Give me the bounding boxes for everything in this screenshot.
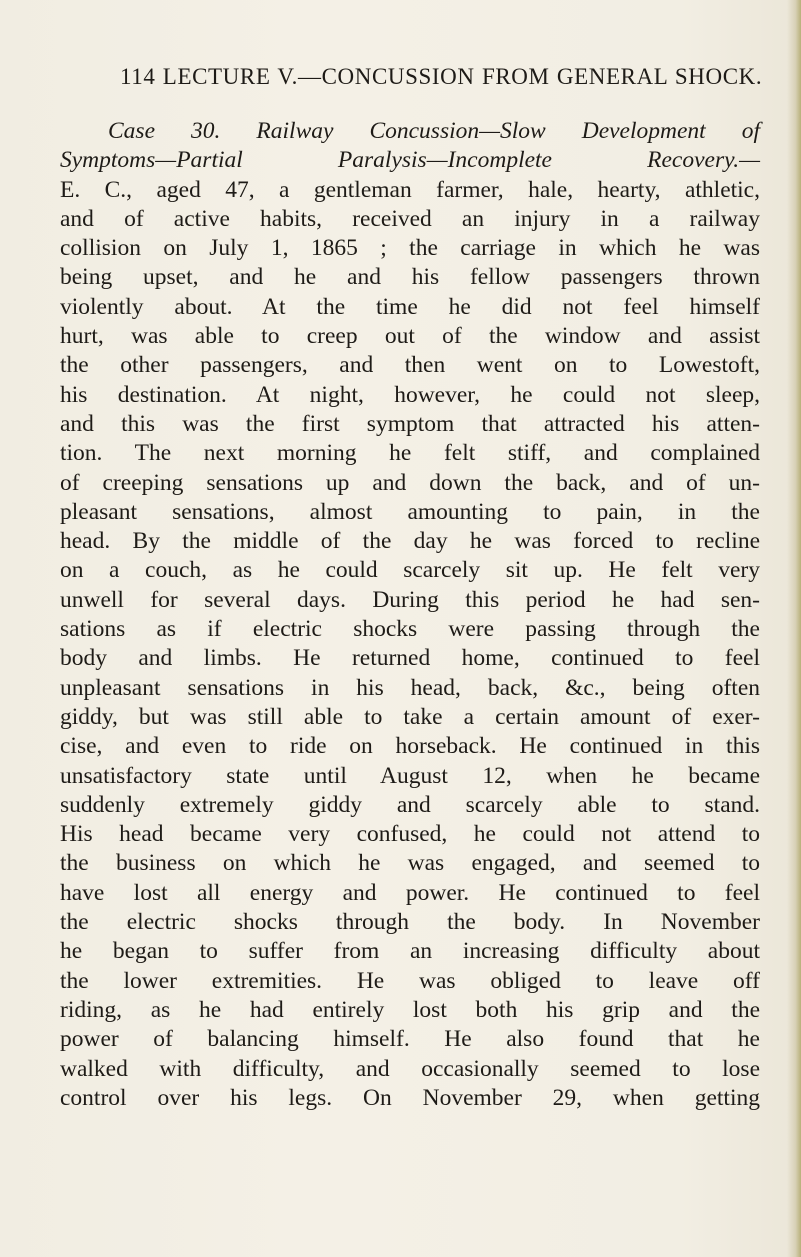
text-line: E. C., aged 47, a gentleman farmer, hale, hearty, athletic, [60, 176, 760, 203]
text-line: pleasant sensations, almost amounting to pain, in the [60, 498, 760, 525]
page-edge-shadow [787, 0, 801, 1257]
text-line: he began to suffer from an increasing difficulty about [60, 938, 760, 965]
text-line: unwell for several days. During this period he had sen- [60, 586, 760, 613]
text-line: body and limbs. He returned home, continued to feel [60, 645, 760, 672]
text-line: sations as if electric shocks were passing through the [60, 616, 760, 643]
text-line: riding, as he had entirely lost both his grip and the [60, 996, 760, 1023]
text-line: violently about. At the time he did not feel himself [60, 293, 760, 320]
text-line: the electric shocks through the body. In November [60, 909, 760, 936]
text-line: and of active habits, received an injury in a railway [60, 205, 760, 232]
text-line: the lower extremities. He was obliged to leave off [60, 967, 760, 994]
text-line: head. By the middle of the day he was forced to recline [60, 528, 760, 555]
text-line: on a couch, as he could scarcely sit up. He felt very [60, 557, 760, 584]
text-line: unpleasant sensations in his head, back, &c., being often [60, 674, 760, 701]
text-line: and this was the first symptom that attracted his atten- [60, 410, 760, 437]
text-line: of creeping sensations up and down the back, and of un- [60, 469, 760, 496]
text-line: the business on which he was engaged, and seemed to [60, 850, 760, 877]
text-line: tion. The next morning he felt stiff, and complained [60, 440, 760, 467]
text-line: hurt, was able to creep out of the window and assist [60, 323, 760, 350]
text-line: collision on July 1, 1865 ; the carriage in which he was [60, 235, 760, 262]
text-line: suddenly extremely giddy and scarcely able to stand. [60, 791, 760, 818]
running-head: 114 LECTURE V.—CONCUSSION FROM GENERAL SHOCK. [120, 64, 763, 89]
text-line: walked with difficulty, and occasionally seemed to lose [60, 1055, 760, 1082]
text-line: control over his legs. On November 29, when getting [60, 1084, 760, 1111]
text-line: giddy, but was still able to take a certain amount of exer- [60, 703, 760, 730]
text-line: his destination. At night, however, he could not sleep, [60, 381, 760, 408]
text-line: being upset, and he and his fellow passengers thrown [60, 264, 760, 291]
text-line: power of balancing himself. He also found that he [60, 1026, 760, 1053]
text-line: Symptoms—Partial Paralysis—Incomplete Recovery.— [60, 147, 760, 174]
text-line: unsatisfactory state until August 12, when he became [60, 762, 760, 789]
text-line: the other passengers, and then went on to Lowestoft, [60, 352, 760, 379]
text-line: Case 30. Railway Concussion—Slow Development of [108, 118, 760, 144]
text-line: cise, and even to ride on horseback. He continued in this [60, 733, 760, 760]
text-line: His head became very confused, he could not attend to [60, 821, 760, 848]
case-30-paragraph [60, 117, 760, 1113]
text-line: have lost all energy and power. He continued to feel [60, 879, 760, 906]
